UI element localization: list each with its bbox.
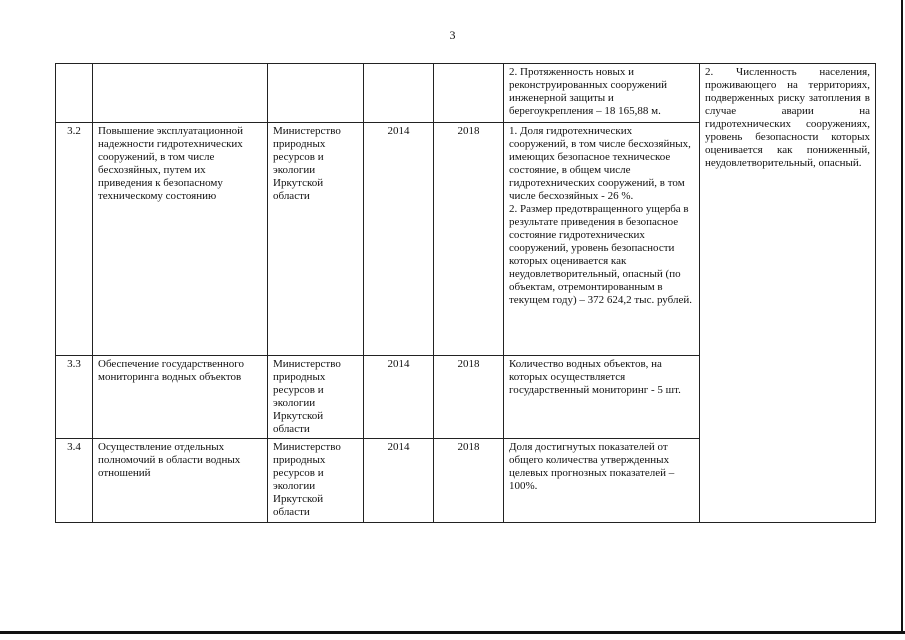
executor-cell: Министерство природных ресурсов и экологии Иркутской области — [268, 123, 364, 356]
year-start-cell: 2014 — [364, 356, 434, 439]
indicator-cell: Доля достигнутых показателей от общего количества утвержденных целевых прогнозных показателей – 100%. — [504, 439, 700, 523]
activity-cell: Осуществление отдельных полномочий в области водных отношений — [93, 439, 268, 523]
year-end-cell — [434, 64, 504, 123]
row-number-cell: 3.2 — [56, 123, 93, 356]
year-end-cell: 2018 — [434, 356, 504, 439]
year-end-cell: 2018 — [434, 123, 504, 356]
table-row — [56, 64, 876, 123]
year-end-cell: 2018 — [434, 439, 504, 523]
row-number-cell: 3.3 — [56, 356, 93, 439]
year-start-cell — [364, 64, 434, 123]
program-table — [55, 63, 876, 523]
activity-cell — [93, 64, 268, 123]
row-number-cell: 3.4 — [56, 439, 93, 523]
row-number-cell — [56, 64, 93, 123]
executor-cell — [268, 64, 364, 123]
indicator-cell: Количество водных объектов, на которых осуществляется государственный мониторинг - 5 шт. — [504, 356, 700, 439]
executor-cell: Министерство природных ресурсов и экологии Иркутской области — [268, 439, 364, 523]
year-start-cell: 2014 — [364, 439, 434, 523]
indicator-cell: 1. Доля гидротехнических сооружений, в том числе бесхозяйных, имеющих безопасное техническое состояние, в общем числе гидротехнических сооружений, в том числе бесхозяйных - 26 %. 2. Размер предотвращенного ущерба в результате приведения в безопасное состояние гидротехнических сооружений, уровень безопасности которых оценивается как неудовлетворительный, опасный (по объектам, отремонтированным в текущем году) – 372 624,2 тыс. рублей. — [504, 123, 700, 356]
executor-cell: Министерство природных ресурсов и экологии Иркутской области — [268, 356, 364, 439]
scan-border-right — [901, 0, 903, 634]
scan-border-bottom — [0, 631, 905, 634]
indicator-cell: 2. Протяженность новых и реконструированных сооружений инженерной защиты и берегоукрепления – 18 165,88 м. — [504, 64, 700, 123]
final-indicator-cell: 2. Численность населения, проживающего на территориях, подверженных риску затопления в случае аварии на гидротехнических сооружениях, уровень безопасности которых оценивается как пониженный, неудовлетворительный, опасный. — [700, 64, 876, 523]
activity-cell: Обеспечение государственного мониторинга водных объектов — [93, 356, 268, 439]
page-number: 3 — [449, 28, 456, 42]
activity-cell: Повышение эксплуатационной надежности гидротехнических сооружений, в том числе бесхозяйных, путем их приведения к безопасному техническому состоянию — [93, 123, 268, 356]
year-start-cell: 2014 — [364, 123, 434, 356]
